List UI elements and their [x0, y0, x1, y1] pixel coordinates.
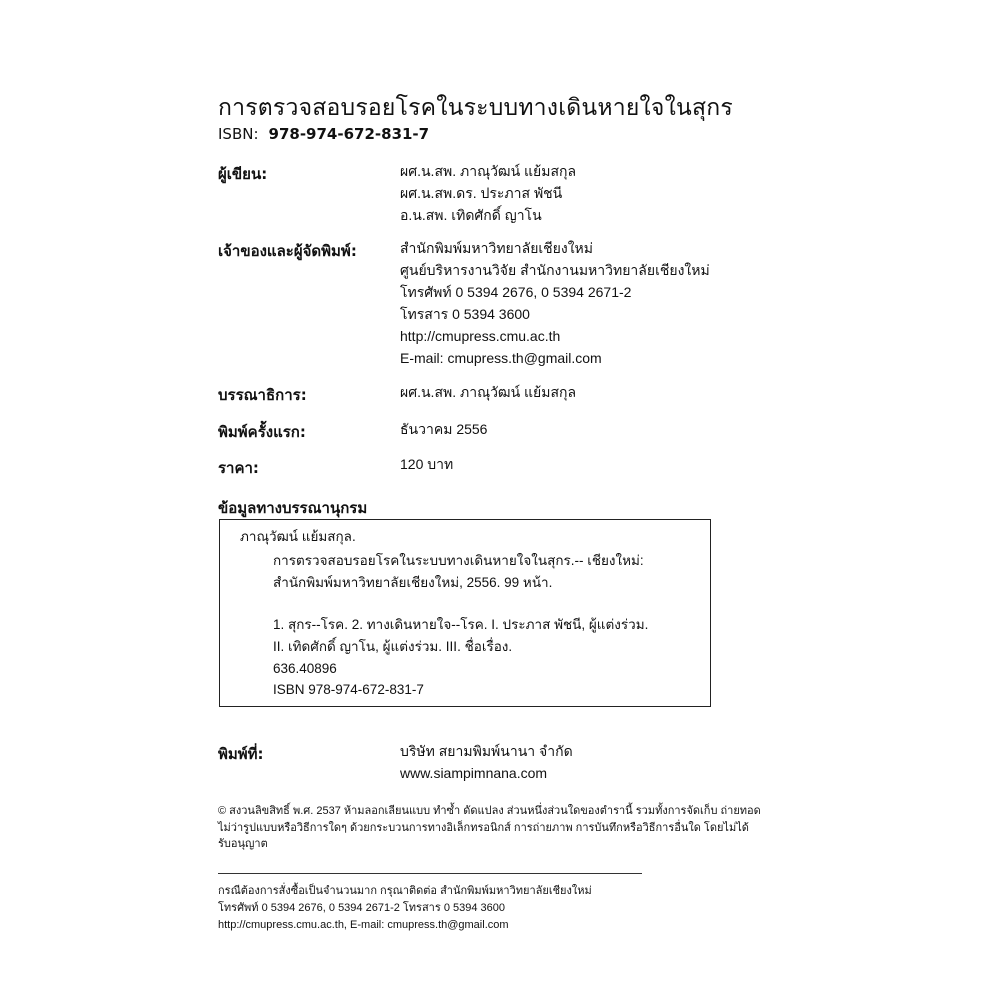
price-value: 120 บาท: [400, 456, 454, 472]
cip-title-line: สำนักพิมพ์มหาวิทยาลัยเชียงใหม่, 2556. 99 หน้า.: [273, 575, 553, 590]
authors-label: ผู้เขียน:: [218, 165, 268, 183]
price-label: ราคา:: [218, 459, 259, 477]
order-info: [218, 883, 592, 934]
isbn-label: ISBN:: [218, 125, 259, 143]
footer-divider: [218, 873, 642, 874]
publisher-label: เจ้าของและผู้จัดพิมพ์:: [218, 242, 357, 260]
order-info-line: http://cmupress.cmu.ac.th, E-mail: cmupress.th@gmail.com: [218, 919, 509, 931]
publisher-fax: โทรสาร 0 5394 3600: [400, 306, 530, 322]
publisher-department: ศูนย์บริหารงานวิจัย สำนักงานมหาวิทยาลัยเชียงใหม่: [400, 262, 710, 278]
price-value-wrap: [400, 453, 453, 475]
printer-label: พิมพ์ที่:: [218, 745, 264, 763]
author-name: ผศ.น.สพ.ดร. ประภาส พัชนี: [400, 185, 563, 201]
editor-label: บรรณาธิการ:: [218, 386, 307, 404]
cip-subjects-line: 1. สุกร--โรค. 2. ทางเดินหายใจ--โรค. I. ประภาส พัชนี, ผู้แต่งร่วม.: [273, 617, 649, 632]
first-print-value-wrap: [400, 418, 487, 440]
author-name: อ.น.สพ. เทิดศักดิ์ ญาโน: [400, 207, 542, 223]
author-name: ผศ.น.สพ. ภาณุวัฒน์ แย้มสกุล: [400, 163, 577, 179]
authors-list: [400, 160, 576, 226]
publisher-email: E-mail: cmupress.th@gmail.com: [400, 350, 602, 366]
first-print-value: ธันวาคม 2556: [400, 421, 488, 437]
copyright-notice: [218, 803, 788, 853]
book-title: การตรวจสอบรอยโรคในระบบทางเดินหายใจในสุกร: [218, 95, 733, 121]
publisher-info: [400, 237, 710, 369]
order-info-line: โทรศัพท์ 0 5394 2676, 0 5394 2671-2 โทรสาร 0 5394 3600: [218, 902, 505, 914]
cip-call-number: 636.40896: [273, 661, 337, 676]
publisher-website: http://cmupress.cmu.ac.th: [400, 328, 561, 344]
cip-isbn: ISBN 978-974-672-831-7: [273, 682, 424, 697]
isbn-value: 978-974-672-831-7: [268, 125, 430, 143]
cip-author: ภาณุวัฒน์ แย้มสกุล.: [240, 529, 356, 544]
first-print-label: พิมพ์ครั้งแรก:: [218, 423, 306, 441]
printer-info: [400, 740, 573, 784]
printer-name: บริษัท สยามพิมพ์นานา จำกัด: [400, 743, 573, 759]
cip-box: [219, 519, 711, 707]
publisher-phone: โทรศัพท์ 0 5394 2676, 0 5394 2671-2: [400, 284, 632, 300]
copyright-line: ไม่ว่ารูปแบบหรือวิธีการใดๆ ด้วยกระบวนการทางอิเล็กทรอนิกส์ การถ่ายภาพ การบันทึกหรือวิธีการอื่นใด โดยไม่ได้: [218, 821, 749, 834]
editor-value-wrap: [400, 381, 576, 403]
editor-value: ผศ.น.สพ. ภาณุวัฒน์ แย้มสกุล: [400, 384, 577, 400]
copyright-line: © สงวนลิขสิทธิ์ พ.ศ. 2537 ห้ามลอกเลียนแบบ ทำซ้ำ ดัดแปลง ส่วนหนึ่งส่วนใดของตำรานี้ รวมทั้งการจัดเก็บ ถ่ายทอด: [218, 805, 761, 817]
cip-title-line: การตรวจสอบรอยโรคในระบบทางเดินหายใจในสุกร.-- เชียงใหม่:: [273, 553, 644, 568]
cip-heading: ข้อมูลทางบรรณานุกรม: [218, 499, 368, 517]
cip-subjects-line: II. เทิดศักดิ์ ญาโน, ผู้แต่งร่วม. III. ชื่อเรื่อง.: [273, 639, 513, 654]
order-info-line: กรณีต้องการสั่งซื้อเป็นจำนวนมาก กรุณาติดต่อ สำนักพิมพ์มหาวิทยาลัยเชียงใหม่: [218, 885, 592, 897]
isbn-line: [218, 125, 429, 143]
publisher-name: สำนักพิมพ์มหาวิทยาลัยเชียงใหม่: [400, 240, 594, 256]
copyright-line: รับอนุญาต: [218, 838, 268, 850]
printer-website: www.siampimnana.com: [400, 765, 548, 781]
